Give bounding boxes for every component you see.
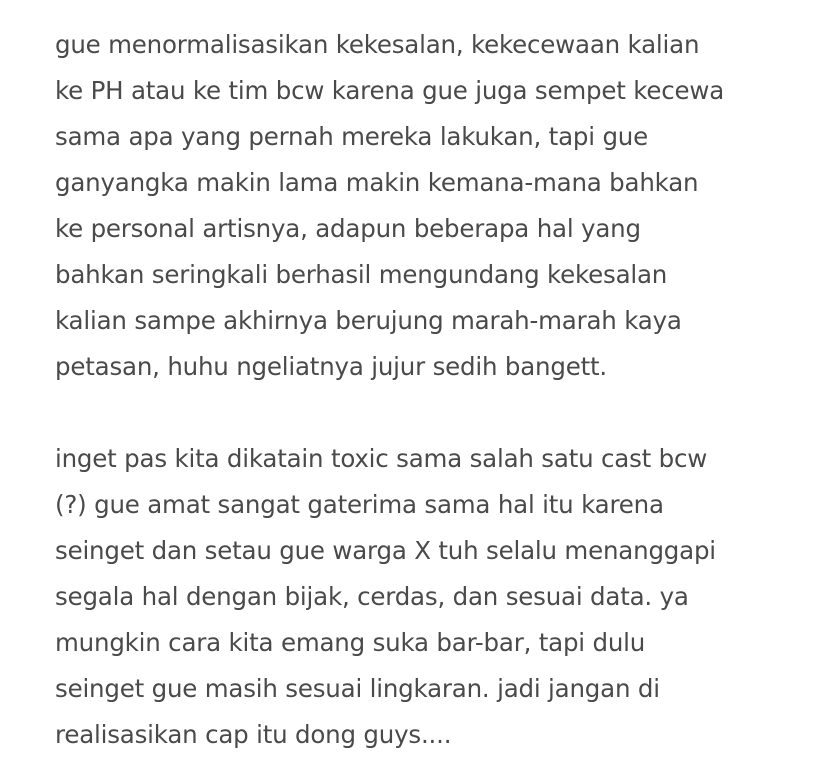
text-line: seinget dan setau gue warga X tuh selalu menanggapi xyxy=(55,536,716,565)
text-line: segala hal dengan bijak, cerdas, dan sesuai data. ya xyxy=(55,582,689,611)
text-line: bahkan seringkali berhasil mengundang kekesalan xyxy=(55,260,668,289)
text-line: petasan, huhu ngeliatnya jujur sedih bangett. xyxy=(55,352,607,381)
text-line: gue menormalisasikan kekesalan, kekecewaan kalian xyxy=(55,30,700,59)
text-line: kalian sampe akhirnya berujung marah-marah kaya xyxy=(55,306,682,335)
paragraph-2 xyxy=(55,436,815,758)
text-line: inget pas kita dikatain toxic sama salah satu cast bcw xyxy=(55,444,708,473)
text-line: ganyangka makin lama makin kemana-mana bahkan xyxy=(55,168,699,197)
paragraph-1 xyxy=(55,22,815,390)
text-line: mungkin cara kita emang suka bar-bar, tapi dulu xyxy=(55,628,646,657)
text-line: seinget gue masih sesuai lingkaran. jadi jangan di xyxy=(55,674,660,703)
text-line: ke PH atau ke tim bcw karena gue juga sempet kecewa xyxy=(55,76,725,105)
text-line: (?) gue amat sangat gaterima sama hal itu karena xyxy=(55,490,664,519)
text-line: ke personal artisnya, adapun beberapa hal yang xyxy=(55,214,641,243)
note-body xyxy=(55,22,815,758)
text-line: sama apa yang pernah mereka lakukan, tapi gue xyxy=(55,122,648,151)
text-line: realisasikan cap itu dong guys.... xyxy=(55,720,452,749)
